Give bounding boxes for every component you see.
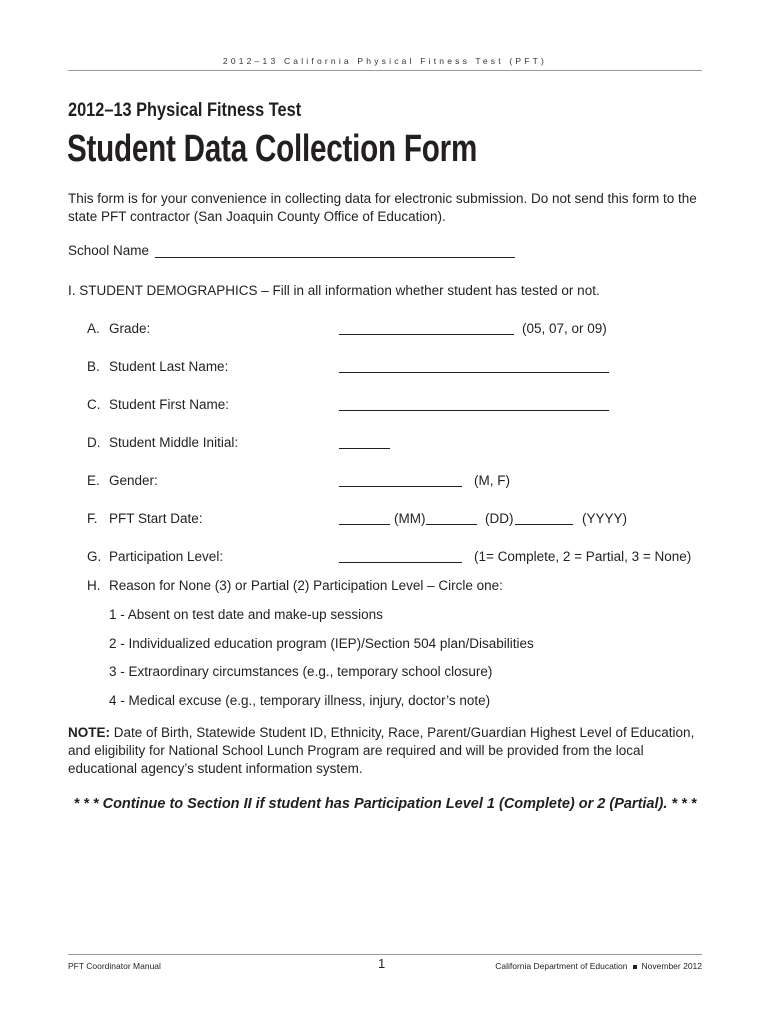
school-name-label: School Name bbox=[68, 243, 150, 258]
reason-option[interactable]: 2 - Individualized education program (IEP)/Section 504 plan/Disabilities bbox=[109, 636, 534, 651]
field-letter: F. bbox=[87, 511, 98, 526]
page-number: 1 bbox=[378, 956, 386, 971]
running-header: 2012–13 California Physical Fitness Test (PFT) bbox=[222, 56, 548, 66]
first-name-label: Student First Name: bbox=[109, 397, 230, 412]
field-letter: G. bbox=[87, 549, 102, 564]
footer-manual-title: PFT Coordinator Manual bbox=[68, 961, 161, 971]
grade-label: Grade: bbox=[109, 321, 151, 336]
reason-label: Reason for None (3) or Partial (2) Participation Level – Circle one: bbox=[109, 578, 503, 593]
intro-paragraph: This form is for your convenience in collecting data for electronic submission. Do not send this form to the state PFT contractor (San Joaquin County Office of Education). bbox=[68, 191, 697, 224]
last-name-label: Student Last Name: bbox=[109, 359, 229, 374]
gender-field[interactable] bbox=[339, 486, 462, 487]
participation-label: Participation Level: bbox=[109, 549, 224, 564]
field-letter: E. bbox=[87, 473, 100, 488]
continue-instruction: * * * Continue to Section II if student has Participation Level 1 (Complete) or 2 (Partial). * * * bbox=[73, 796, 697, 812]
gender-hint: (M, F) bbox=[474, 473, 510, 488]
note-paragraph bbox=[68, 724, 708, 778]
field-letter: B. bbox=[87, 359, 100, 374]
start-year-field[interactable] bbox=[515, 524, 573, 525]
last-name-field[interactable] bbox=[339, 372, 609, 373]
field-letter: H. bbox=[87, 578, 101, 593]
reason-option[interactable]: 4 - Medical excuse (e.g., temporary illness, injury, doctor’s note) bbox=[109, 693, 491, 708]
section-heading: I. STUDENT DEMOGRAPHICS – Fill in all information whether student has tested or not. bbox=[68, 283, 600, 298]
form-title: Student Data Collection Form bbox=[67, 128, 478, 170]
gender-label: Gender: bbox=[109, 473, 158, 488]
square-bullet-icon bbox=[633, 965, 637, 969]
school-name-field[interactable] bbox=[155, 257, 515, 258]
middle-initial-field[interactable] bbox=[339, 448, 390, 449]
field-letter: D. bbox=[87, 435, 101, 450]
start-month-field[interactable] bbox=[339, 524, 390, 525]
month-hint: (MM) bbox=[394, 511, 426, 526]
grade-hint: (05, 07, or 09) bbox=[522, 321, 607, 336]
footer-date: November 2012 bbox=[641, 961, 702, 971]
footer-org: California Department of Education bbox=[495, 961, 628, 971]
footer-rule bbox=[68, 954, 702, 955]
first-name-field[interactable] bbox=[339, 410, 609, 411]
reason-option[interactable]: 3 - Extraordinary circumstances (e.g., temporary school closure) bbox=[109, 664, 493, 679]
participation-hint: (1= Complete, 2 = Partial, 3 = None) bbox=[474, 549, 692, 564]
day-hint: (DD) bbox=[485, 511, 514, 526]
form-subtitle: 2012–13 Physical Fitness Test bbox=[68, 100, 302, 121]
reason-option[interactable]: 1 - Absent on test date and make-up sessions bbox=[109, 607, 383, 622]
footer-publisher bbox=[495, 961, 702, 971]
year-hint: (YYYY) bbox=[582, 511, 628, 526]
note-label: NOTE: bbox=[68, 725, 110, 740]
middle-initial-label: Student Middle Initial: bbox=[109, 435, 239, 450]
note-text: Date of Birth, Statewide Student ID, Ethnicity, Race, Parent/Guardian Highest Level of Education, and eligibility for National School Lunch Program are required and will be provided from the local educational agency’s student information system. bbox=[68, 725, 695, 776]
start-date-label: PFT Start Date: bbox=[109, 511, 203, 526]
field-letter: C. bbox=[87, 397, 101, 412]
field-letter: A. bbox=[87, 321, 100, 336]
grade-field[interactable] bbox=[339, 334, 514, 335]
participation-field[interactable] bbox=[339, 562, 462, 563]
header-rule bbox=[68, 70, 702, 71]
start-day-field[interactable] bbox=[426, 524, 477, 525]
